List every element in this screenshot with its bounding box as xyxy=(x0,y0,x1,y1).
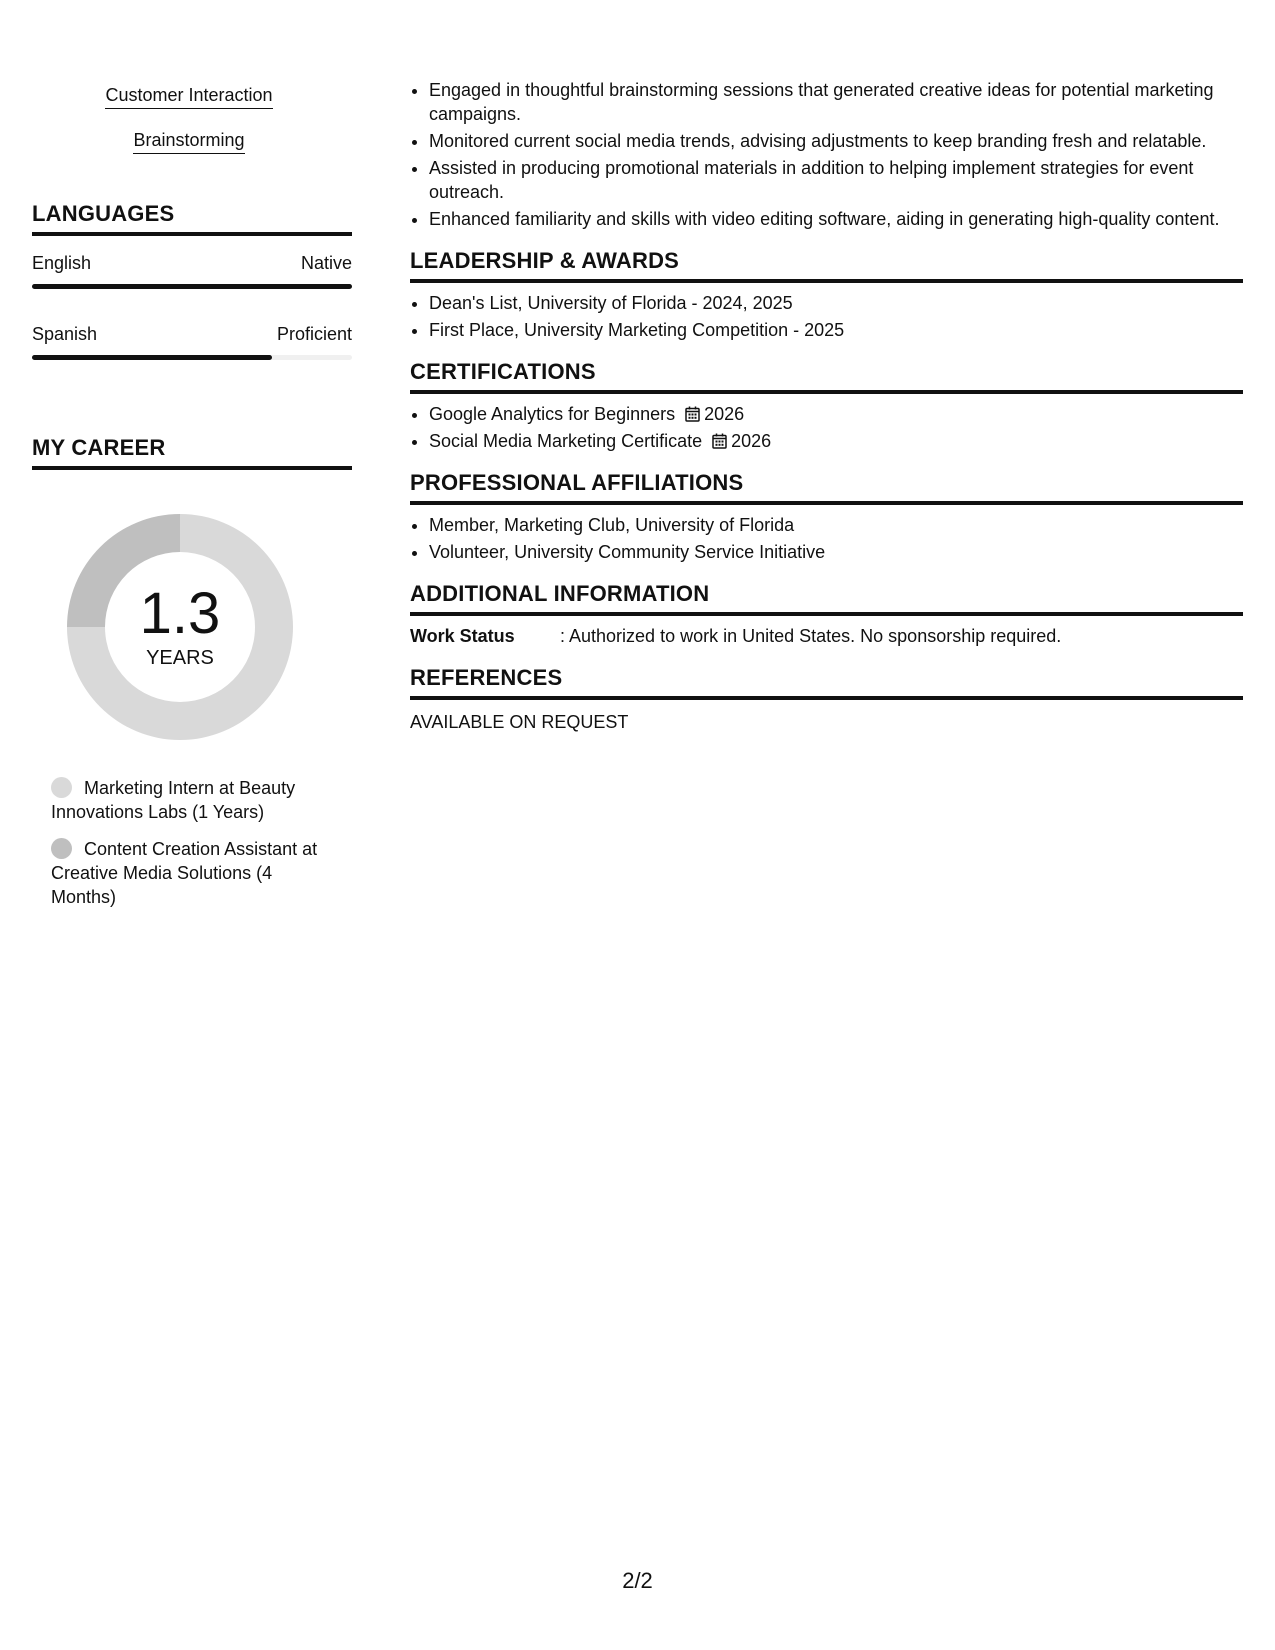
language-item xyxy=(32,323,352,360)
career-section xyxy=(32,434,352,909)
certification-item xyxy=(429,402,1243,426)
right-column xyxy=(410,78,1243,734)
certifications-section xyxy=(410,358,1243,453)
certification-year: 2026 xyxy=(704,404,745,424)
certification-name: Social Media Marketing Certificate xyxy=(429,431,703,451)
skills-list xyxy=(26,84,352,154)
calendar-icon xyxy=(712,433,727,449)
experience-bullet: • Assisted in producing promotional materials in addition to helping implement strategies for event outreach. xyxy=(429,156,1243,204)
legend-dot xyxy=(51,777,72,798)
career-unit: YEARS xyxy=(146,647,214,669)
language-level: Proficient xyxy=(276,324,352,344)
language-name: English xyxy=(32,253,92,273)
career-donut-chart xyxy=(67,514,293,740)
affiliations-section xyxy=(410,469,1243,564)
affiliation-item: • Volunteer, University Community Service Initiative xyxy=(429,540,1243,564)
skill-tag: Brainstorming xyxy=(133,129,244,154)
language-proficiency-bar xyxy=(32,284,352,289)
skill-tag: Customer Interaction xyxy=(105,84,272,109)
language-proficiency-fill xyxy=(32,284,352,289)
references-title: REFERENCES xyxy=(410,664,1243,700)
career-title: MY CAREER xyxy=(32,434,352,470)
certifications-title: CERTIFICATIONS xyxy=(410,358,1243,394)
additional-info-title: ADDITIONAL INFORMATION xyxy=(410,580,1243,616)
languages-title: LANGUAGES xyxy=(32,200,352,236)
language-item xyxy=(32,252,352,289)
certification-item xyxy=(429,429,1243,453)
language-level: Native xyxy=(300,253,352,273)
left-column xyxy=(32,84,352,922)
additional-info-section xyxy=(410,580,1243,648)
experience-bullet: • Monitored current social media trends, advising adjustments to keep branding fresh and relatable. xyxy=(429,129,1243,153)
certification-year: 2026 xyxy=(731,431,772,451)
affiliations-title: PROFESSIONAL AFFILIATIONS xyxy=(410,469,1243,505)
work-status-label: Work Status xyxy=(410,626,515,646)
languages-section xyxy=(32,200,352,360)
career-total: 1.3 xyxy=(139,581,221,646)
legend-label: Marketing Intern at Beauty Innovations Labs (1 Years) xyxy=(51,778,296,822)
legend-item xyxy=(51,837,321,909)
work-status-row xyxy=(410,624,1243,648)
leadership-section xyxy=(410,247,1243,342)
references-text: AVAILABLE ON REQUEST xyxy=(410,712,629,732)
certification-name: Google Analytics for Beginners xyxy=(429,404,676,424)
affiliation-item: • Member, Marketing Club, University of Florida xyxy=(429,513,1243,537)
leadership-title: LEADERSHIP & AWARDS xyxy=(410,247,1243,283)
calendar-icon xyxy=(685,406,700,422)
work-status-value: : Authorized to work in United States. No sponsorship required. xyxy=(560,626,1062,646)
references-section xyxy=(410,664,1243,734)
leadership-item: • First Place, University Marketing Competition - 2025 xyxy=(429,318,1243,342)
language-name: Spanish xyxy=(32,324,98,344)
language-proficiency-fill xyxy=(32,355,272,360)
language-proficiency-bar xyxy=(32,355,352,360)
experience-bullet: • Engaged in thoughtful brainstorming sessions that generated creative ideas for potential marketing campaigns. xyxy=(429,78,1243,126)
legend-item xyxy=(51,776,321,824)
experience-bullets xyxy=(410,78,1243,231)
experience-bullet: • Enhanced familiarity and skills with video editing software, aiding in generating high-quality content. xyxy=(429,207,1243,231)
legend-label: Content Creation Assistant at Creative Media Solutions (4 Months) xyxy=(51,839,318,907)
leadership-item: • Dean's List, University of Florida - 2024, 2025 xyxy=(429,291,1243,315)
career-legend xyxy=(51,776,321,909)
legend-dot xyxy=(51,838,72,859)
page-number: 2/2 xyxy=(622,1568,653,1593)
